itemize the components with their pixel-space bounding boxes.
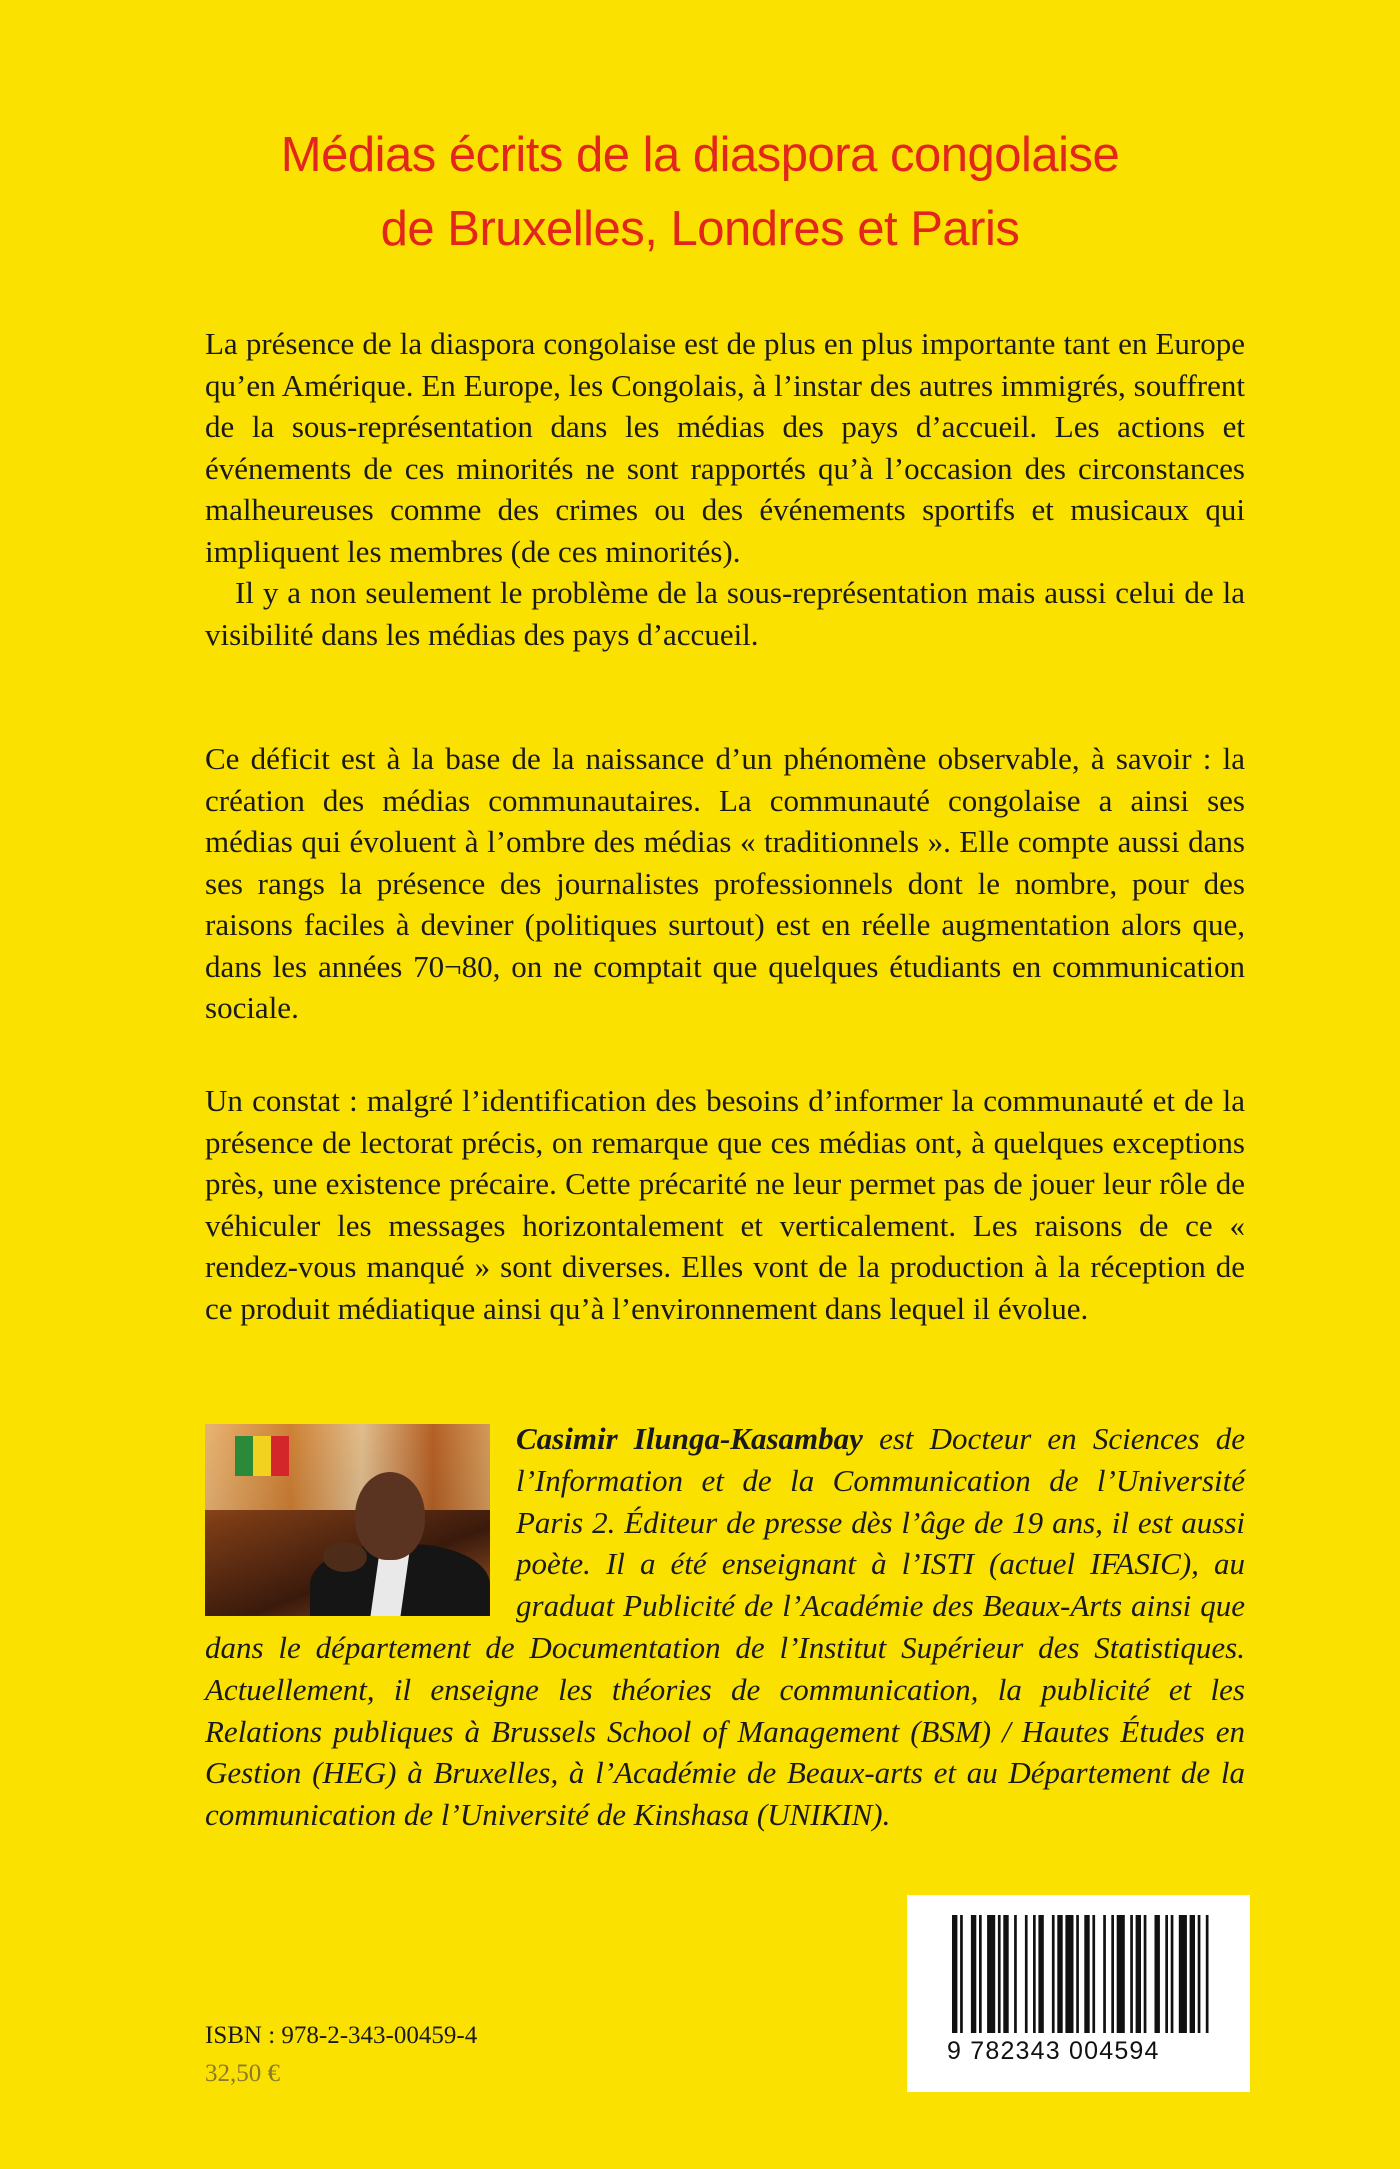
author-bio-body: est Docteur en Sciences de l’Information et de la Communication de l’Université Paris 2. Éditeur de presse dès l’âge de 19 ans, il est aussi poète. Il a été enseignant à l’ISTI (actuel IFASIC), au graduat Publicité de l’Académie des Beaux-Arts ainsi que dans le département de Documentation de l’Institut Supérieur des Statistiques. Actuellement, il enseigne les théories de communication, la publicité et les Relations publiques à Brussels School of Management (BSM) / Hautes Études en Gestion (HEG) à Bruxelles, à l’Académie de Beaux-arts et au Département de la communication de l’Université de Kinshasa (UNIKIN). (205, 1421, 1245, 1833)
barcode (907, 1895, 1250, 2092)
blurb-paragraph-2: Ce déficit est à la base de la naissance d’un phénomène observable, à savoir : la création des médias communautaires. La communauté congolaise a ainsi ses médias qui évoluent à l’ombre des médias « traditionnels ». Elle compte aussi dans ses rangs la présence des journalistes professionnels dont le nombre, pour des raisons faciles à deviner (politiques surtout) est en réelle augmentation alors que, dans les années 70¬80, on ne comptait que quelques étudiants en communication sociale. (205, 741, 1245, 1025)
blurb-section-1 (205, 323, 1245, 655)
author-bio (205, 1418, 1245, 1836)
book-title-line-1: Médias écrits de la diaspora congolaise (280, 128, 1120, 182)
author-photo (205, 1424, 490, 1616)
blurb-paragraph-3: Un constat : malgré l’identification des besoins d’informer la communauté et de la présence de lectorat précis, on remarque que ces médias ont, à quelques exceptions près, une existence précaire. Cette précarité ne leur permet pas de jouer leur rôle de véhiculer les messages horizontalement et verticalement. Les raisons de ce « rendez-vous manqué » sont diverses. Elles vont de la production à la réception de ce produit médiatique ainsi qu’à l’environnement dans lequel il évolue. (205, 1083, 1245, 1326)
blurb-paragraph-1b: Il y a non seulement le problème de la sous-représentation mais aussi celui de la visibilité dans les médias des pays d’accueil. (205, 575, 1245, 652)
blurb-section-3 (205, 1080, 1245, 1329)
blurb-paragraph-1: La présence de la diaspora congolaise est de plus en plus importante tant en Europe qu’en Amérique. En Europe, les Congolais, à l’instar des autres immigrés, souffrent de la sous-représentation dans les médias des pays d’accueil. Les actions et événements de ces minorités ne sont rapportés qu’à l’occasion des circonstances malheureuses comme des crimes ou des événements sportifs et musicaux qui impliquent les membres (de ces minorités). (205, 326, 1245, 569)
blurb-section-2 (205, 738, 1245, 1029)
author-name: Casimir Ilunga-Kasambay (516, 1421, 863, 1456)
isbn-label: ISBN : 978-2-343-00459-4 (205, 2022, 478, 2049)
barcode-bars (952, 1915, 1214, 2033)
barcode-digits: 9 782343 004594 (947, 2037, 1160, 2065)
book-title-line-2: de Bruxelles, Londres et Paris (380, 202, 1020, 256)
book-title (0, 118, 1400, 266)
price-label: 32,50 € (205, 2060, 280, 2087)
